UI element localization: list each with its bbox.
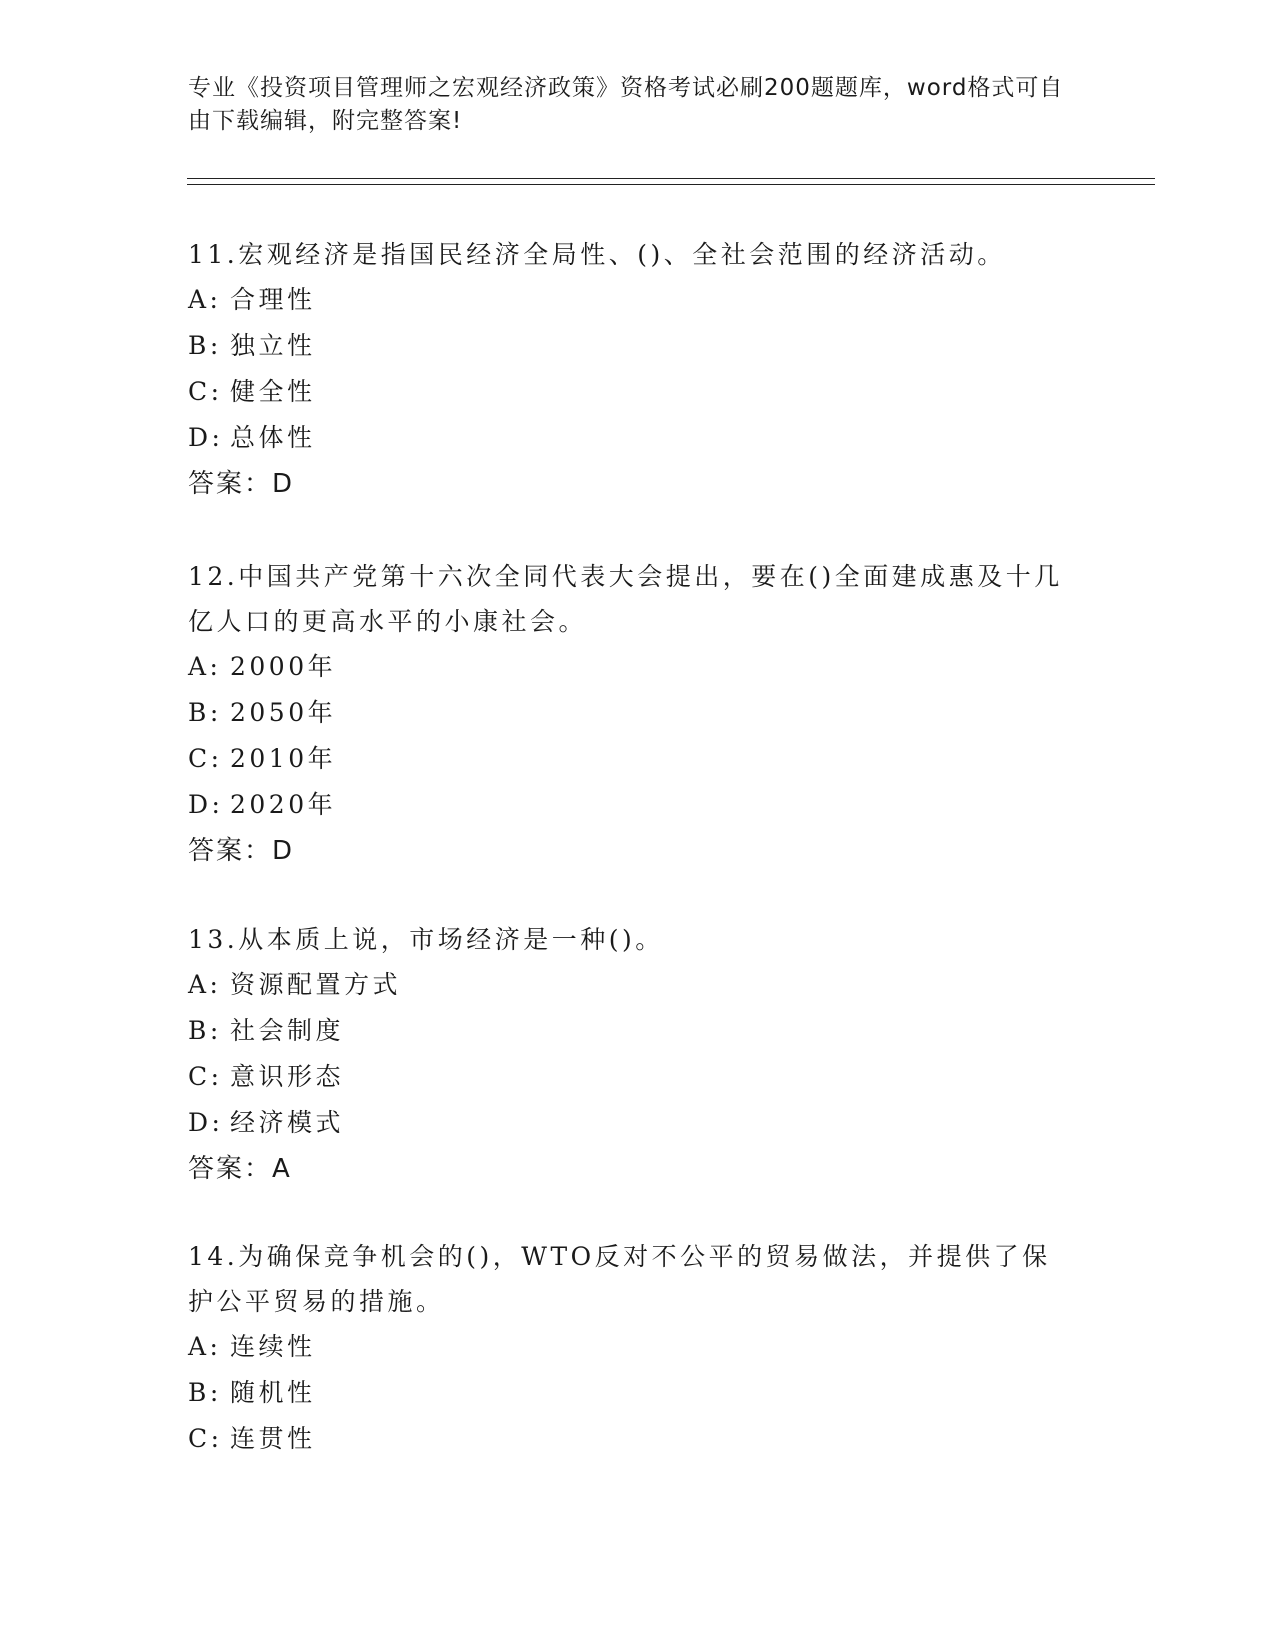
- option-d: [188, 1100, 1068, 1146]
- answer-line: 答案：D: [188, 469, 295, 499]
- question-stem: 11.宏观经济是指国民经济全局性、()、全社会范围的经济活动。: [188, 240, 1006, 269]
- option-letter: C:: [188, 744, 223, 773]
- option-text: 经济模式: [230, 1108, 345, 1137]
- question-12: [188, 554, 1068, 874]
- option-text: 随机性: [230, 1378, 316, 1407]
- option-c: [188, 736, 1068, 782]
- question-13: [188, 917, 1068, 1192]
- answer-line: 答案：D: [188, 836, 295, 866]
- option-b: [188, 1370, 1068, 1416]
- option-letter: C:: [188, 377, 223, 406]
- question-14: [188, 1234, 1068, 1462]
- option-letter: A:: [188, 652, 222, 681]
- option-a: [188, 1324, 1068, 1370]
- option-text: 2020年: [230, 790, 337, 819]
- question-stem: 12.中国共产党第十六次全同代表大会提出，要在()全面建成惠及十几亿人口的更高水平的小康社会。: [188, 562, 1063, 636]
- option-text: 2000年: [230, 652, 337, 681]
- option-text: 合理性: [230, 285, 316, 314]
- option-letter: D:: [188, 1108, 224, 1137]
- option-b: [188, 1008, 1068, 1054]
- option-d: [188, 782, 1068, 828]
- option-text: 总体性: [230, 423, 316, 452]
- option-letter: B:: [188, 698, 222, 727]
- option-letter: A:: [188, 285, 222, 314]
- option-text: 健全性: [230, 377, 316, 406]
- option-text: 2050年: [230, 698, 337, 727]
- option-letter: D:: [188, 790, 224, 819]
- option-b: [188, 690, 1068, 736]
- question-stem: 13.从本质上说，市场经济是一种()。: [188, 925, 664, 954]
- option-text: 意识形态: [230, 1062, 345, 1091]
- option-letter: B:: [188, 1378, 222, 1407]
- option-letter: C:: [188, 1424, 223, 1453]
- option-letter: C:: [188, 1062, 223, 1091]
- option-letter: D:: [188, 423, 224, 452]
- option-letter: B:: [188, 1016, 222, 1045]
- question-11: [188, 232, 1068, 507]
- header-divider-bottom: [187, 184, 1155, 185]
- option-a: [188, 962, 1068, 1008]
- option-text: 2010年: [230, 744, 337, 773]
- option-text: 连续性: [230, 1332, 316, 1361]
- answer-line: 答案：A: [188, 1154, 292, 1184]
- option-c: [188, 1416, 1068, 1462]
- option-text: 独立性: [230, 331, 316, 360]
- option-a: [188, 644, 1068, 690]
- option-letter: B:: [188, 331, 222, 360]
- option-c: [188, 369, 1068, 415]
- option-text: 社会制度: [230, 1016, 345, 1045]
- header-divider-top: [187, 178, 1155, 179]
- option-text: 连贯性: [230, 1424, 316, 1453]
- option-letter: A:: [188, 1332, 222, 1361]
- option-text: 资源配置方式: [230, 970, 402, 999]
- option-b: [188, 323, 1068, 369]
- option-d: [188, 415, 1068, 461]
- option-letter: A:: [188, 970, 222, 999]
- question-stem: 14.为确保竞争机会的()，WTO反对不公平的贸易做法，并提供了保护公平贸易的措施。: [188, 1242, 1051, 1316]
- document-header: 专业《投资项目管理师之宏观经济政策》资格考试必刷200题题库，word格式可自由下载编辑，附完整答案!: [188, 75, 1064, 134]
- option-a: [188, 277, 1068, 323]
- option-c: [188, 1054, 1068, 1100]
